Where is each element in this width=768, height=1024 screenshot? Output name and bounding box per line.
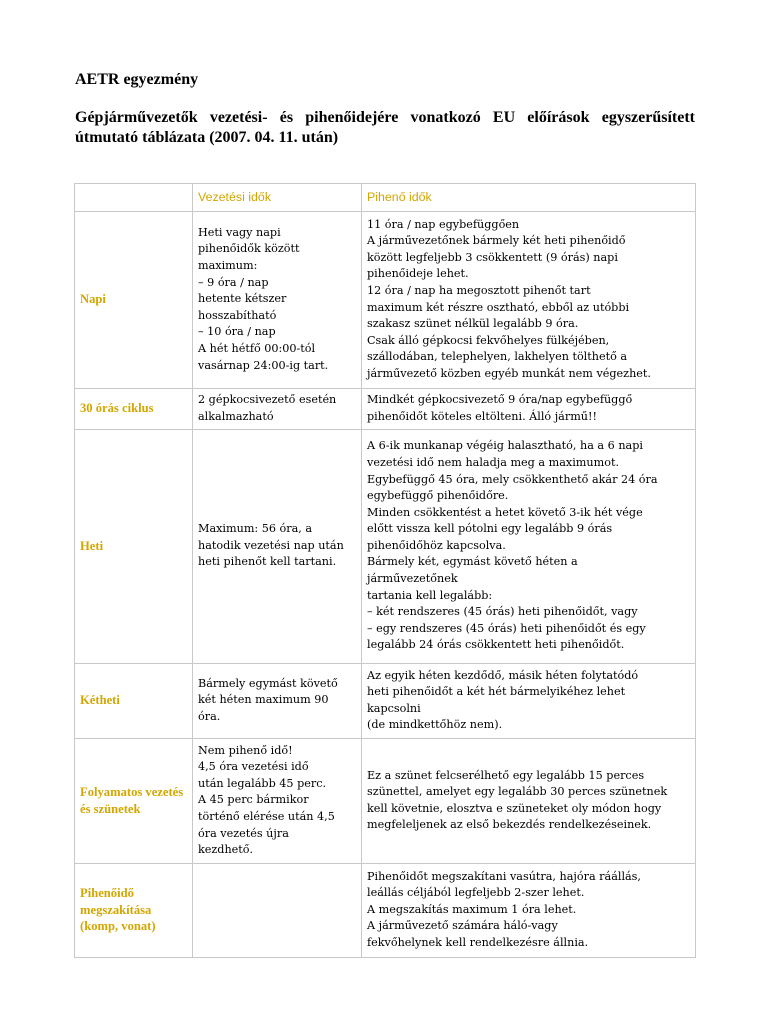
driving-time-line: pihenőidők között [198,242,300,256]
driving-time-line: hatodik vezetési nap után [198,538,344,552]
row-label: Folyamatos vezetés és szünetek [75,739,193,864]
rest-time-line: járművezetőnek [367,572,458,586]
rest-time-line: Bármely két, egymást követő héten a [367,555,578,569]
driving-time-line: óra. [198,709,221,723]
rest-time-cell [362,430,696,664]
rest-time-line: Az egyik héten kezdődő, másik héten folytatódó [367,668,639,682]
driving-time-line: 4,5 óra vezetési idő [198,760,309,774]
row-label: Heti [75,430,193,664]
driving-time-line: heti pihenőt kell tartani. [198,555,337,569]
rest-time-line: megfeleljenek az első bekezdés rendelkezéseinek. [367,818,652,832]
rest-time-line: kell követnie, elosztva e szüneteket oly módon hogy [367,801,662,815]
rest-time-line: kapcsolni [367,701,421,715]
header-cell-rest-times: Pihenő idők [362,184,696,212]
rest-time-line: előtt vissza kell pótolni egy legalább 9 órás [367,522,613,536]
rest-time-line: tartania kell legalább: [367,588,493,602]
driving-time-line: A 45 perc bármikor [198,793,309,807]
rest-time-line: A megszakítás maximum 1 óra lehet. [367,902,577,916]
rest-time-line: között legfeljebb 3 csökkentett (9 órás) napi [367,250,618,264]
driving-time-line: Bármely egymást követő [198,676,338,690]
driving-time-line: kezdhető. [198,843,254,857]
driving-time-cell [193,212,362,389]
driving-time-line: maximum: [198,259,258,273]
driving-time-line: Maximum: 56 óra, a [198,522,313,536]
rest-time-line: fekvőhelynek kell rendelkezésre állnia. [367,936,589,950]
header-cell-driving-times: Vezetési idők [193,184,362,212]
rest-time-line: szünettel, amelyet egy legalább 30 perces szünetnek [367,785,668,799]
rest-time-cell [362,864,696,958]
driving-time-line: 2 gépkocsivezető esetén [198,393,337,406]
rest-time-cell [362,739,696,864]
driving-time-cell [193,739,362,864]
row-label: Napi [75,212,193,389]
table-row [75,389,696,430]
row-label: 30 órás ciklus [75,389,193,430]
driving-time-line: – 9 óra / nap [198,275,269,289]
rest-time-cell [362,389,696,430]
rest-time-cell [362,212,696,389]
driving-time-cell [193,430,362,664]
driving-time-line: történő elérése után 4,5 [198,809,335,823]
row-label: Kétheti [75,664,193,739]
driving-time-line: Nem pihenő idő! [198,743,293,757]
rest-time-line: – egy rendszeres (45 órás) heti pihenőidőt és egy [367,621,646,635]
rest-time-line: 12 óra / nap ha megosztott pihenőt tart [367,283,591,297]
rest-time-line: (de mindkettőhöz nem). [367,718,503,732]
rest-time-line: szállodában, telephelyen, lakhelyen tölthető a [367,350,628,364]
driving-time-line: hosszabítható [198,308,277,322]
rest-time-line: A járművezető számára háló-vagy [367,919,558,933]
table-row [75,739,696,864]
rest-time-line: járművezető közben egyéb munkát nem végezhet. [367,366,651,380]
driving-time-cell [193,664,362,739]
rest-time-line: A 6-ik munkanap végéig halasztható, ha a 6 napi [367,439,643,453]
table-row [75,430,696,664]
driving-time-line: vasárnap 24:00-ig tart. [198,358,329,372]
rest-time-line: Minden csökkentést a hetet követő 3-ik hét vége [367,505,643,519]
rest-time-line: – két rendszeres (45 órás) heti pihenőidőt, vagy [367,605,638,619]
rules-table [74,183,696,958]
rest-time-line: 11 óra / nap egybefüggően [367,217,520,231]
table-row [75,864,696,958]
row-label: Pihenőidő megszakítása (komp, vonat) [75,864,193,958]
driving-time-line: hetente kétszer [198,292,287,306]
rest-time-line: vezetési idő nem haladja meg a maximumot. [367,455,619,469]
document-title: AETR egyezmény [75,71,199,88]
rest-time-line: Egybefüggő 45 óra, mely csökkenthető akár 24 óra [367,472,658,486]
rest-time-line: pihenőideje lehet. [367,267,469,281]
driving-time-line: – 10 óra / nap [198,325,276,339]
rest-time-line: legalább 24 órás csökkentett heti pihenőidőt. [367,638,625,652]
table-row [75,212,696,389]
rest-time-line: Csak álló gépkocsi fekvőhelyes fülkéjében, [367,333,610,347]
rest-time-line: pihenőidőhöz kapcsolva. [367,538,506,552]
rest-time-line: Pihenőidőt megszakítani vasútra, hajóra ráállás, [367,869,641,883]
rest-time-line: A járművezetőnek bármely két heti pihenőidő [367,234,626,248]
rest-time-line: szakasz szünet nélkül legalább 9 óra. [367,317,579,331]
driving-time-line: A hét hétfő 00:00-tól [198,341,316,355]
table-row [75,664,696,739]
rest-time-line: leállás céljából legfeljebb 2-szer lehet. [367,886,585,900]
driving-time-cell [193,389,362,430]
driving-time-cell [193,864,362,958]
header-cell-empty [75,184,193,212]
rest-time-line: heti pihenőidőt a két hét bármelyikéhez lehet [367,685,626,699]
rest-time-line: egybefüggő pihenőidőre. [367,489,509,503]
driving-time-line: Heti vagy napi [198,225,281,239]
rest-time-line: maximum két részre osztható, ebből az utóbbi [367,300,630,314]
driving-time-line: után legalább 45 perc. [198,776,327,790]
rest-time-line: Mindkét gépkocsivezető 9 óra/nap egybefüggő [367,393,633,406]
table-header-row [75,184,696,212]
driving-time-line: óra vezetés újra [198,826,289,840]
rest-time-line: Ez a szünet felcserélhető egy legalább 15 perces [367,768,645,782]
driving-time-line: alkalmazható [198,409,274,423]
document-subtitle: Gépjárművezetők vezetési- és pihenőidejére vonatkozó EU előírások egyszerűsített útmutató táblázata (2007. 04. 11. után) [75,109,695,146]
rest-time-cell [362,664,696,739]
driving-time-line: két héten maximum 90 [198,693,329,707]
rest-time-line: pihenőidőt köteles eltölteni. Álló jármű!! [367,409,597,423]
